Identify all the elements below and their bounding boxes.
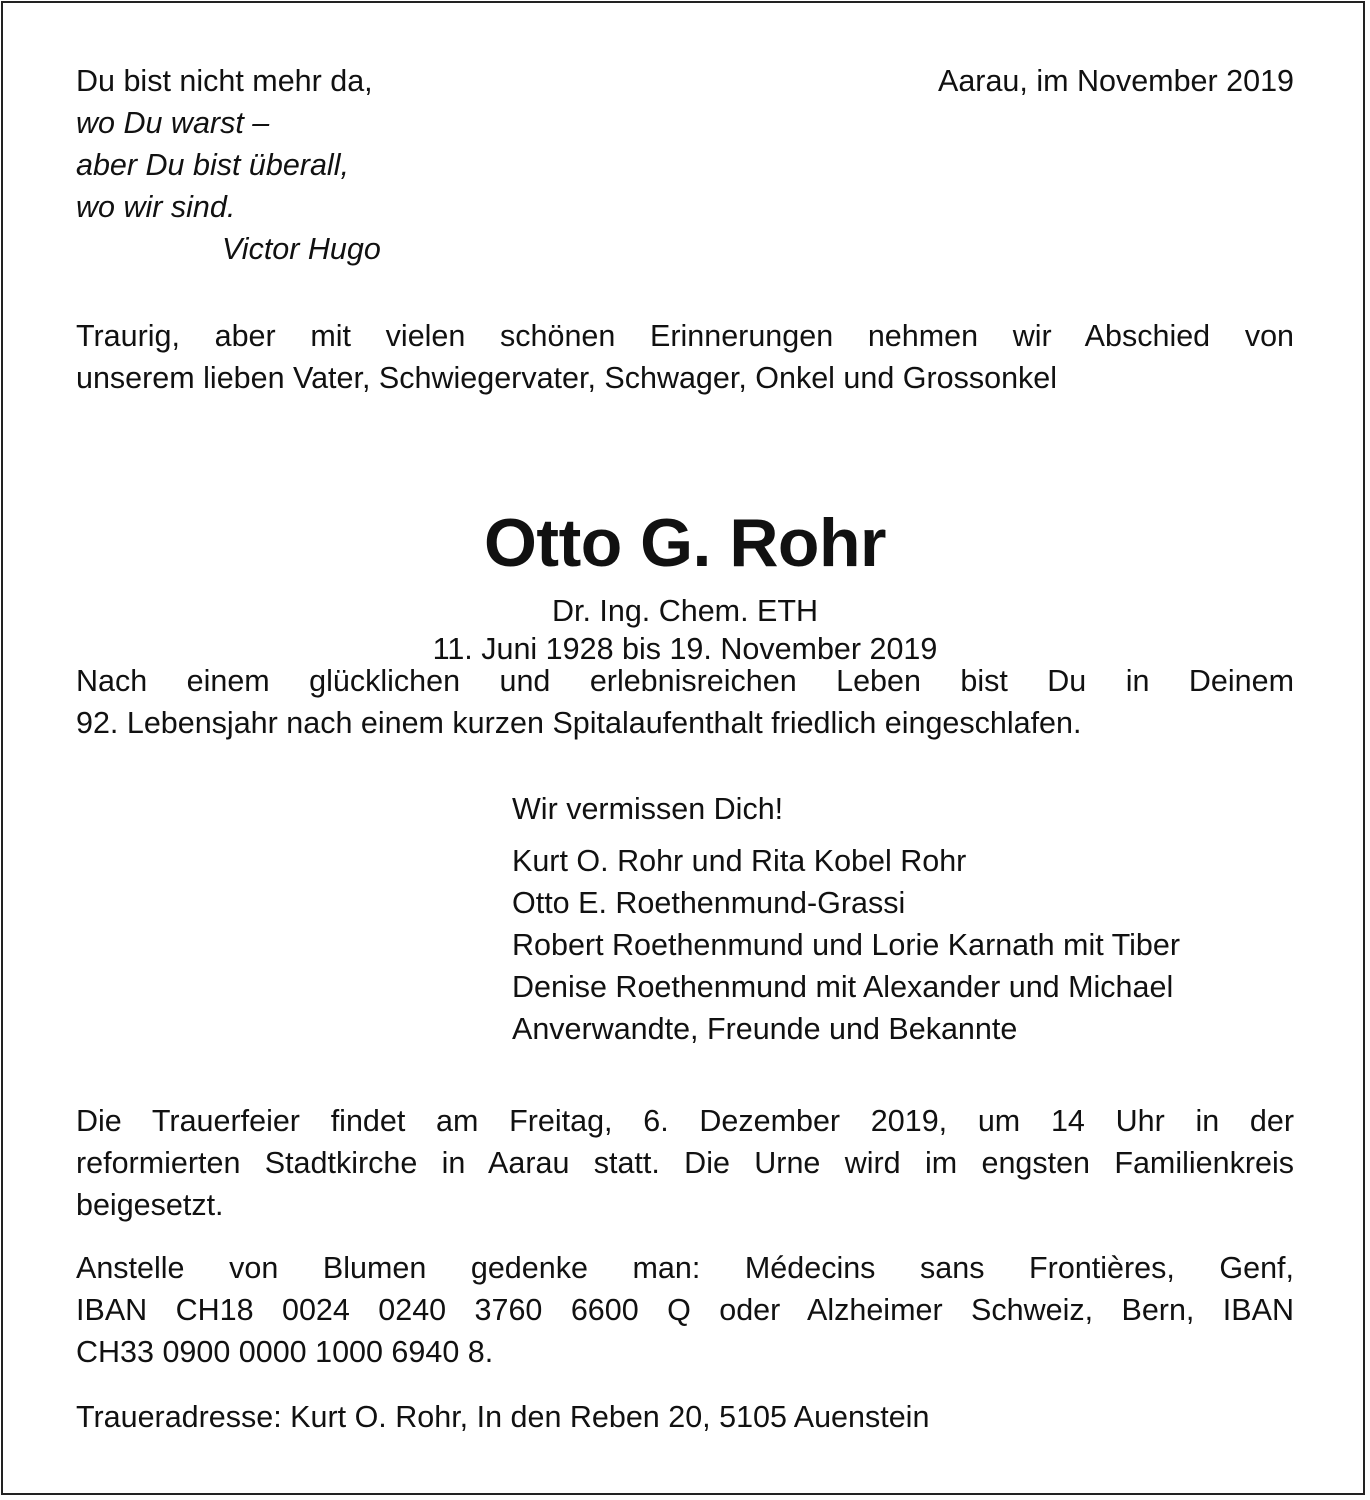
life-line-1: Nach einem glücklichen und erlebnisreichen Leben bist Du in Deinem [76,664,1294,698]
deceased-name: Otto G. Rohr [484,505,886,581]
poem-line-1: Du bist nicht mehr da, [76,64,373,98]
obituary-notice [76,60,1294,1434]
life-paragraph [76,660,1294,744]
poem-author: Victor Hugo [222,232,381,266]
deceased-title: Dr. Ing. Chem. ETH [551,594,819,628]
ceremony-paragraph [76,1100,1294,1226]
header-row [76,60,1294,270]
mourning-address: Traueradresse: Kurt O. Rohr, In den Reben 20, 5105 Auenstein [76,1400,930,1434]
deceased-dates: 11. Juni 1928 bis 19. November 2019 [432,632,938,666]
deceased-details [76,592,1294,668]
poem-line-4: wo wir sind. [76,190,236,224]
mourner-name: Otto E. Roethenmund-Grassi [512,886,906,920]
intro-paragraph [76,315,1294,399]
donation-paragraph [76,1247,1294,1373]
mourner-name: Denise Roethenmund mit Alexander und Michael [512,970,1174,1004]
poem-line-2: wo Du warst – [76,106,270,140]
mourner-name: Anverwandte, Freunde und Bekannte [512,1012,1018,1046]
donation-line-2: IBAN CH18 0024 0240 3760 6600 Q oder Alzheimer Schweiz, Bern, IBAN [76,1293,1294,1327]
poem-line-3: aber Du bist überall, [76,148,349,182]
mourner-name: Kurt O. Rohr und Rita Kobel Rohr [512,844,967,878]
life-line-2: 92. Lebensjahr nach einem kurzen Spitalaufenthalt friedlich eingeschlafen. [76,706,1082,740]
intro-line-1: Traurig, aber mit vielen schönen Erinnerungen nehmen wir Abschied von [76,319,1294,353]
donation-line-1: Anstelle von Blumen gedenke man: Médecins sans Frontières, Genf, [76,1251,1294,1285]
mourners-list [512,788,1312,1050]
ceremony-line-1: Die Trauerfeier findet am Freitag, 6. Dezember 2019, um 14 Uhr in der [76,1104,1294,1138]
ceremony-line-2: reformierten Stadtkirche in Aarau statt. Die Urne wird im engsten Familienkreis [76,1146,1294,1180]
mourner-name: Robert Roethenmund und Lorie Karnath mit Tiber [512,928,1180,962]
donation-line-3: CH33 0900 0000 1000 6940 8. [76,1335,494,1369]
place-date: Aarau, im November 2019 [937,64,1294,98]
intro-line-2: unserem lieben Vater, Schwiegervater, Schwager, Onkel und Grossonkel [76,361,1058,395]
miss-you-text: Wir vermissen Dich! [512,792,784,826]
ceremony-line-3: beigesetzt. [76,1188,224,1222]
poem [76,60,381,270]
